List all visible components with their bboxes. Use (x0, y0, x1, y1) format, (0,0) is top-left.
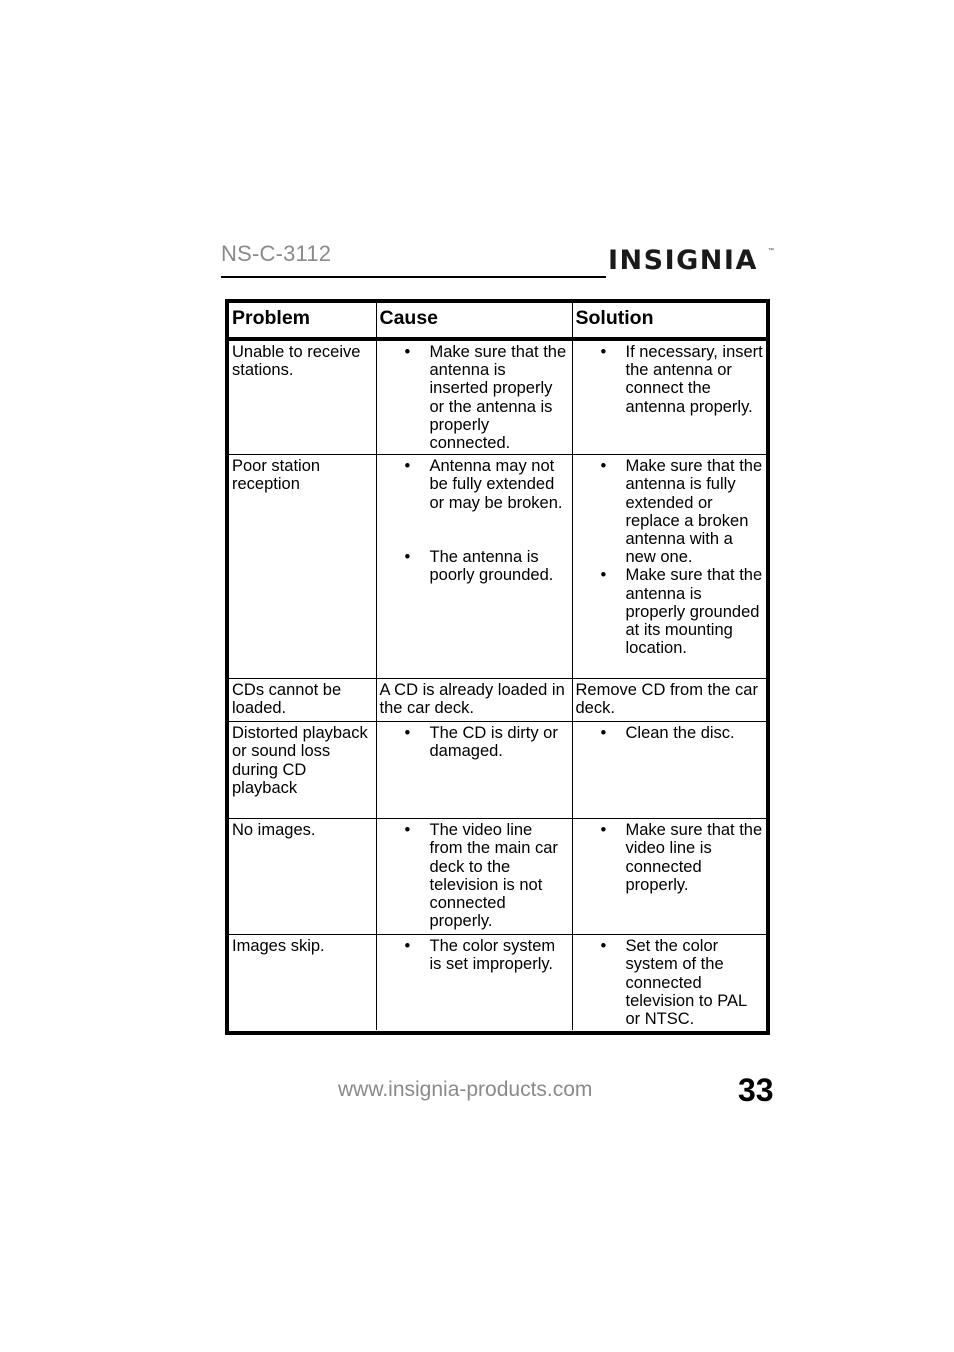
logo-text: INSIGNIA (608, 245, 758, 276)
problem-cell: Images skip. (229, 935, 376, 1031)
page-number: 33 (738, 1072, 774, 1108)
solution-item: • Set the color system of the connected television to PAL or NTSC. (576, 937, 764, 1028)
table-header-row (229, 303, 766, 339)
table-row (229, 679, 766, 722)
problem-cell: Poor station reception (229, 455, 376, 679)
solution-cell (572, 935, 766, 1031)
solution-cell (572, 722, 766, 819)
solution-item: • If necessary, insert the antenna or connect the antenna properly. (576, 343, 764, 416)
solution-cell: Remove CD from the car deck. (572, 679, 766, 722)
cause-cell: A CD is already loaded in the car deck. (376, 679, 572, 722)
logo-tm: ™ (768, 248, 774, 254)
header-cause: Cause (376, 303, 572, 339)
solution-cell (572, 455, 766, 679)
problem-cell: No images. (229, 819, 376, 935)
cause-item: • The color system is set improperly. (380, 937, 569, 973)
header-solution: Solution (572, 303, 766, 339)
solution-item: • Clean the disc. (576, 724, 764, 742)
solution-cell (572, 339, 766, 455)
troubleshooting-table (225, 299, 770, 1035)
table-row (229, 819, 766, 935)
cause-cell (376, 935, 572, 1031)
header-rule (221, 276, 606, 278)
cause-item: • Make sure that the antenna is inserted properly or the antenna is properly connected. (380, 343, 569, 452)
header-problem: Problem (229, 303, 376, 339)
cause-cell (376, 339, 572, 455)
solution-cell (572, 819, 766, 935)
footer-url: www.insignia-products.com (338, 1078, 593, 1101)
model-number: NS-C-3112 (221, 241, 332, 266)
problem-cell: Distorted playback or sound loss during CD playback (229, 722, 376, 819)
table-row (229, 935, 766, 1031)
table-row (229, 455, 766, 679)
solution-item: • Make sure that the antenna is fully extended or replace a broken antenna with a new one. (576, 457, 764, 566)
cause-cell (376, 722, 572, 819)
table-row (229, 339, 766, 455)
cause-item: • Antenna may not be fully extended or may be broken. (380, 457, 569, 512)
cause-item: • The CD is dirty or damaged. (380, 724, 569, 760)
cause-cell (376, 819, 572, 935)
table-row (229, 722, 766, 819)
cause-item: • The video line from the main car deck to the television is not connected properly. (380, 821, 569, 930)
insignia-logo (608, 240, 776, 284)
cause-cell (376, 455, 572, 679)
solution-item: • Make sure that the video line is connected properly. (576, 821, 764, 894)
problem-cell: Unable to receive stations. (232, 343, 361, 380)
problem-cell: CDs cannot be loaded. (229, 679, 376, 722)
cause-item: • The antenna is poorly grounded. (380, 548, 569, 584)
solution-item: • Make sure that the antenna is properly grounded at its mounting location. (576, 566, 764, 657)
